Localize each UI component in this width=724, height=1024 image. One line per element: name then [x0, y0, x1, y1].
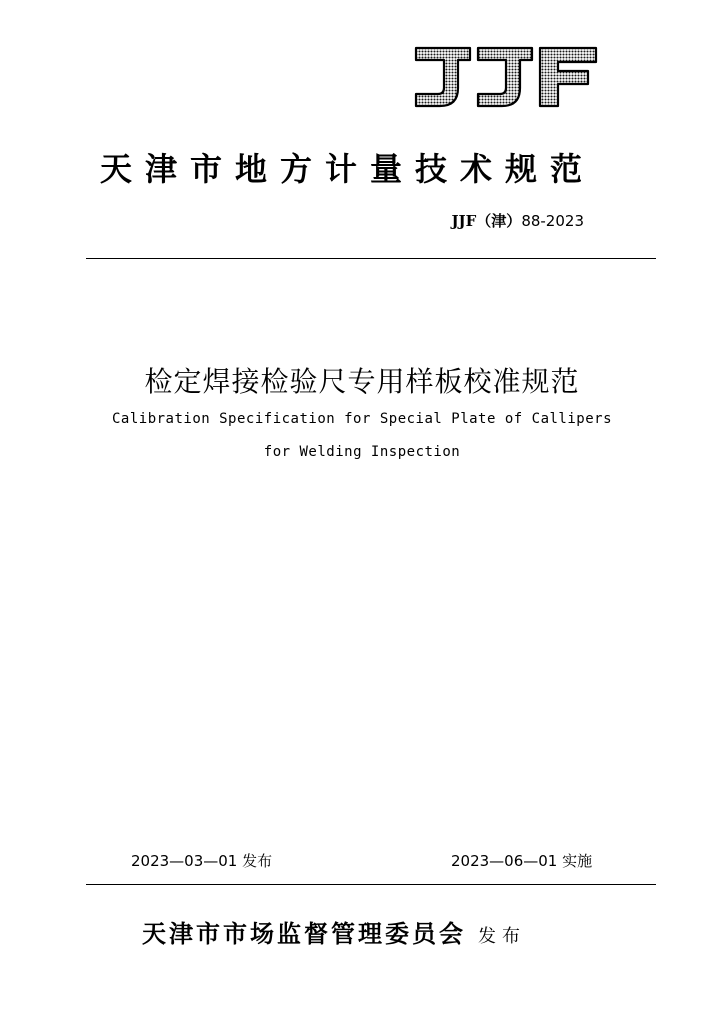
publisher	[142, 914, 526, 949]
publisher-name: 天津市市场监督管理委员会	[142, 919, 466, 948]
jjf-logo	[412, 44, 600, 110]
publisher-action: 发布	[478, 926, 526, 947]
document-code	[451, 210, 584, 231]
document-code-prefix: JJF（津）	[451, 212, 522, 230]
document-title-cn: 检定焊接检验尺专用样板校准规范	[144, 365, 580, 398]
bottom-divider	[86, 884, 656, 885]
issue-date: 2023—03—01 发布	[131, 852, 273, 870]
document-title-en-line2: for Welding Inspection	[263, 444, 461, 460]
organization-title: 天津市地方计量技术规范	[100, 150, 596, 188]
document-code-number: 88-2023	[521, 212, 584, 230]
document-title-en-line1: Calibration Specification for Special Plate of Callipers	[111, 411, 612, 427]
effective-date: 2023—06—01 实施	[451, 852, 593, 870]
top-divider	[86, 258, 656, 259]
